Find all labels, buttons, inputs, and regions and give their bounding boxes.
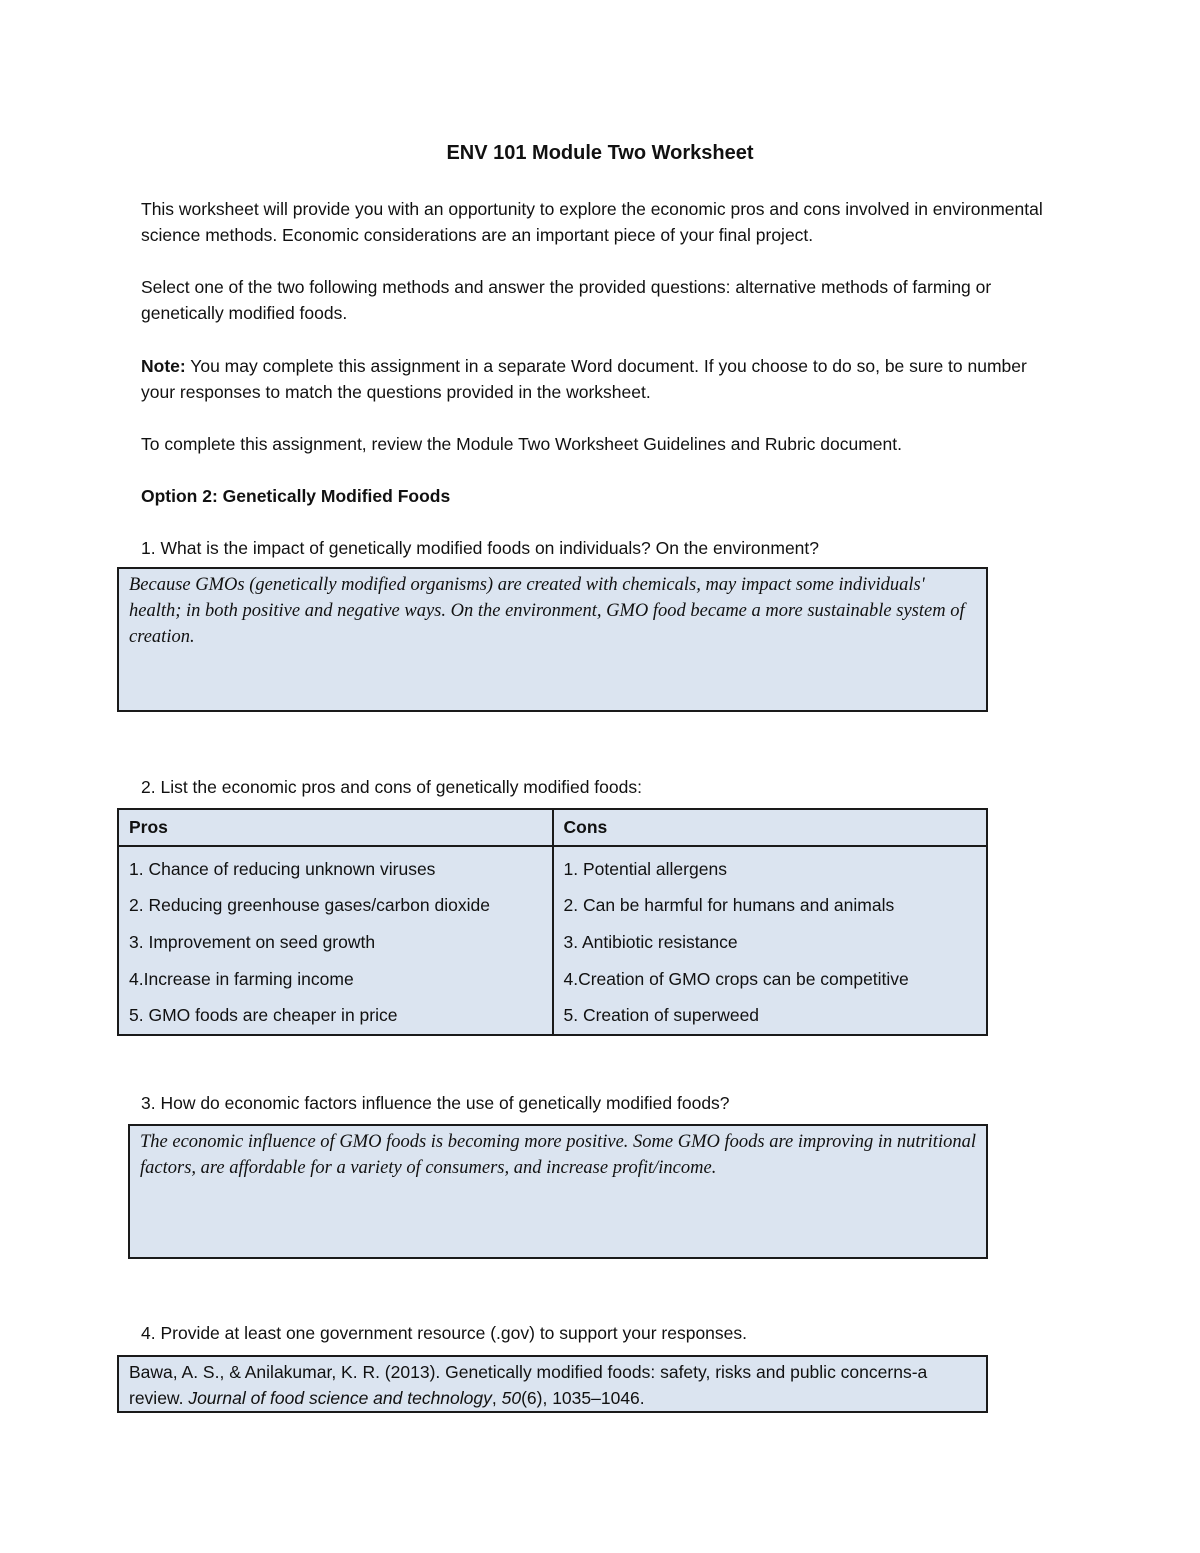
answer-1-box[interactable]: Because GMOs (genetically modified organisms) are created with chemicals, may impact some individuals' health; in both positive and negative ways. On the environment, GMO food became a more sustainable system of creation.	[117, 567, 988, 712]
pro-cell[interactable]: 5. GMO foods are cheaper in price	[118, 997, 553, 1035]
question-1: 1. What is the impact of genetically modified foods on individuals? On the environment?	[141, 538, 820, 558]
pros-header: Pros	[118, 809, 553, 846]
con-cell[interactable]: 4.Creation of GMO crops can be competitive	[553, 961, 988, 998]
pro-cell[interactable]: 3. Improvement on seed growth	[118, 924, 553, 961]
select-method-paragraph: Select one of the two following methods and answer the provided questions: alternative methods of farming or genetically modified foods.	[141, 277, 992, 323]
table-row	[118, 924, 987, 961]
intro-paragraph: This worksheet will provide you with an opportunity to explore the economic pros and cons involved in environmental science methods. Economic considerations are an important piece of your final project.	[141, 199, 1043, 245]
note-label: Note:	[141, 356, 186, 376]
table-row	[118, 997, 987, 1035]
pros-cons-table	[117, 808, 988, 1036]
con-cell[interactable]: 2. Can be harmful for humans and animals	[553, 888, 988, 925]
pro-cell[interactable]: 2. Reducing greenhouse gases/carbon dioxide	[118, 888, 553, 925]
answer-3-box[interactable]: The economic influence of GMO foods is becoming more positive. Some GMO foods are improving in nutritional factors, are affordable for a variety of consumers, and increase profit/income.	[128, 1124, 988, 1259]
con-cell[interactable]: 3. Antibiotic resistance	[553, 924, 988, 961]
table-row	[118, 846, 987, 888]
instructions-paragraph: To complete this assignment, review the Module Two Worksheet Guidelines and Rubric document.	[141, 434, 902, 454]
table-row	[118, 961, 987, 998]
table-row	[118, 888, 987, 925]
con-cell[interactable]: 1. Potential allergens	[553, 846, 988, 888]
reference-pages: (6), 1035–1046.	[521, 1388, 645, 1408]
page-title: ENV 101 Module Two Worksheet	[446, 142, 754, 164]
note-paragraph	[141, 353, 1051, 405]
question-2: 2. List the economic pros and cons of genetically modified foods:	[141, 777, 642, 797]
cons-header: Cons	[553, 809, 988, 846]
reference-authors-title: Bawa, A. S., & Anilakumar, K. R. (2013). Genetically modified foods: safety, risks and public concerns-a review.	[129, 1362, 928, 1408]
reference-journal: Journal of food science and technology	[188, 1388, 492, 1408]
question-3: 3. How do economic factors influence the use of genetically modified foods?	[141, 1093, 730, 1113]
question-4: 4. Provide at least one government resource (.gov) to support your responses.	[141, 1323, 748, 1343]
option-heading: Option 2: Genetically Modified Foods	[141, 486, 451, 506]
pro-cell[interactable]: 4.Increase in farming income	[118, 961, 553, 998]
pro-cell[interactable]: 1. Chance of reducing unknown viruses	[118, 846, 553, 888]
reference-volume: 50	[501, 1388, 522, 1408]
reference-box[interactable]	[117, 1355, 988, 1413]
reference-separator: ,	[491, 1388, 502, 1408]
con-cell[interactable]: 5. Creation of superweed	[553, 997, 988, 1035]
note-text: You may complete this assignment in a separate Word document. If you choose to do so, be sure to number your responses to match the questions provided in the worksheet.	[141, 356, 1027, 402]
